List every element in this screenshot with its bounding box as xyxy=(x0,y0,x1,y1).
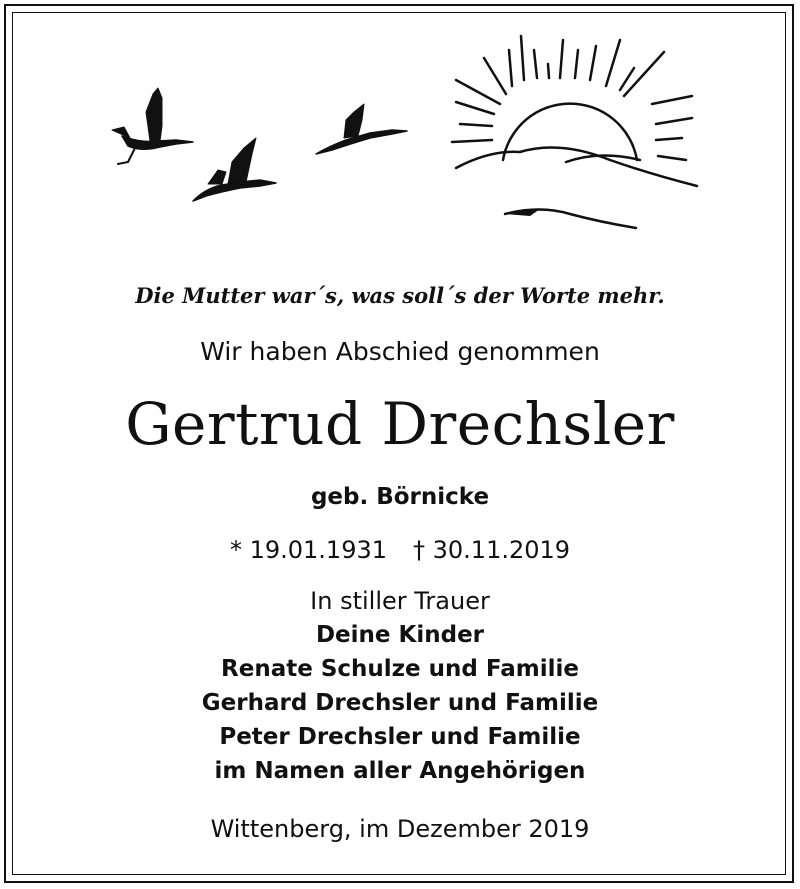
intro-line: Wir haben Abschied genommen xyxy=(200,337,600,366)
life-dates xyxy=(0,536,800,564)
deceased-name: Gertrud Drechsler xyxy=(125,390,675,458)
death-date: † 30.11.2019 xyxy=(413,536,571,564)
header-illustration xyxy=(0,0,800,260)
flying-crane-icon xyxy=(316,104,407,154)
mourner-line: Peter Drechsler und Familie xyxy=(219,724,581,750)
setting-sun-icon xyxy=(452,36,697,228)
mourning-line: In stiller Trauer xyxy=(310,587,490,615)
maiden-name: geb. Börnicke xyxy=(310,484,490,510)
mourner-line: im Namen aller Angehörigen xyxy=(214,758,586,784)
mourner-line: Gerhard Drechsler und Familie xyxy=(201,690,599,716)
mourner-line: Renate Schulze und Familie xyxy=(221,656,579,682)
birth-date: * 19.01.1931 xyxy=(229,536,387,564)
flying-crane-icon xyxy=(112,88,193,164)
place-and-date: Wittenberg, im Dezember 2019 xyxy=(210,815,590,843)
mourner-line: Deine Kinder xyxy=(315,622,485,648)
flying-crane-icon xyxy=(193,138,276,201)
motto-line: Die Mutter war´s, was soll´s der Worte mehr. xyxy=(135,283,665,308)
